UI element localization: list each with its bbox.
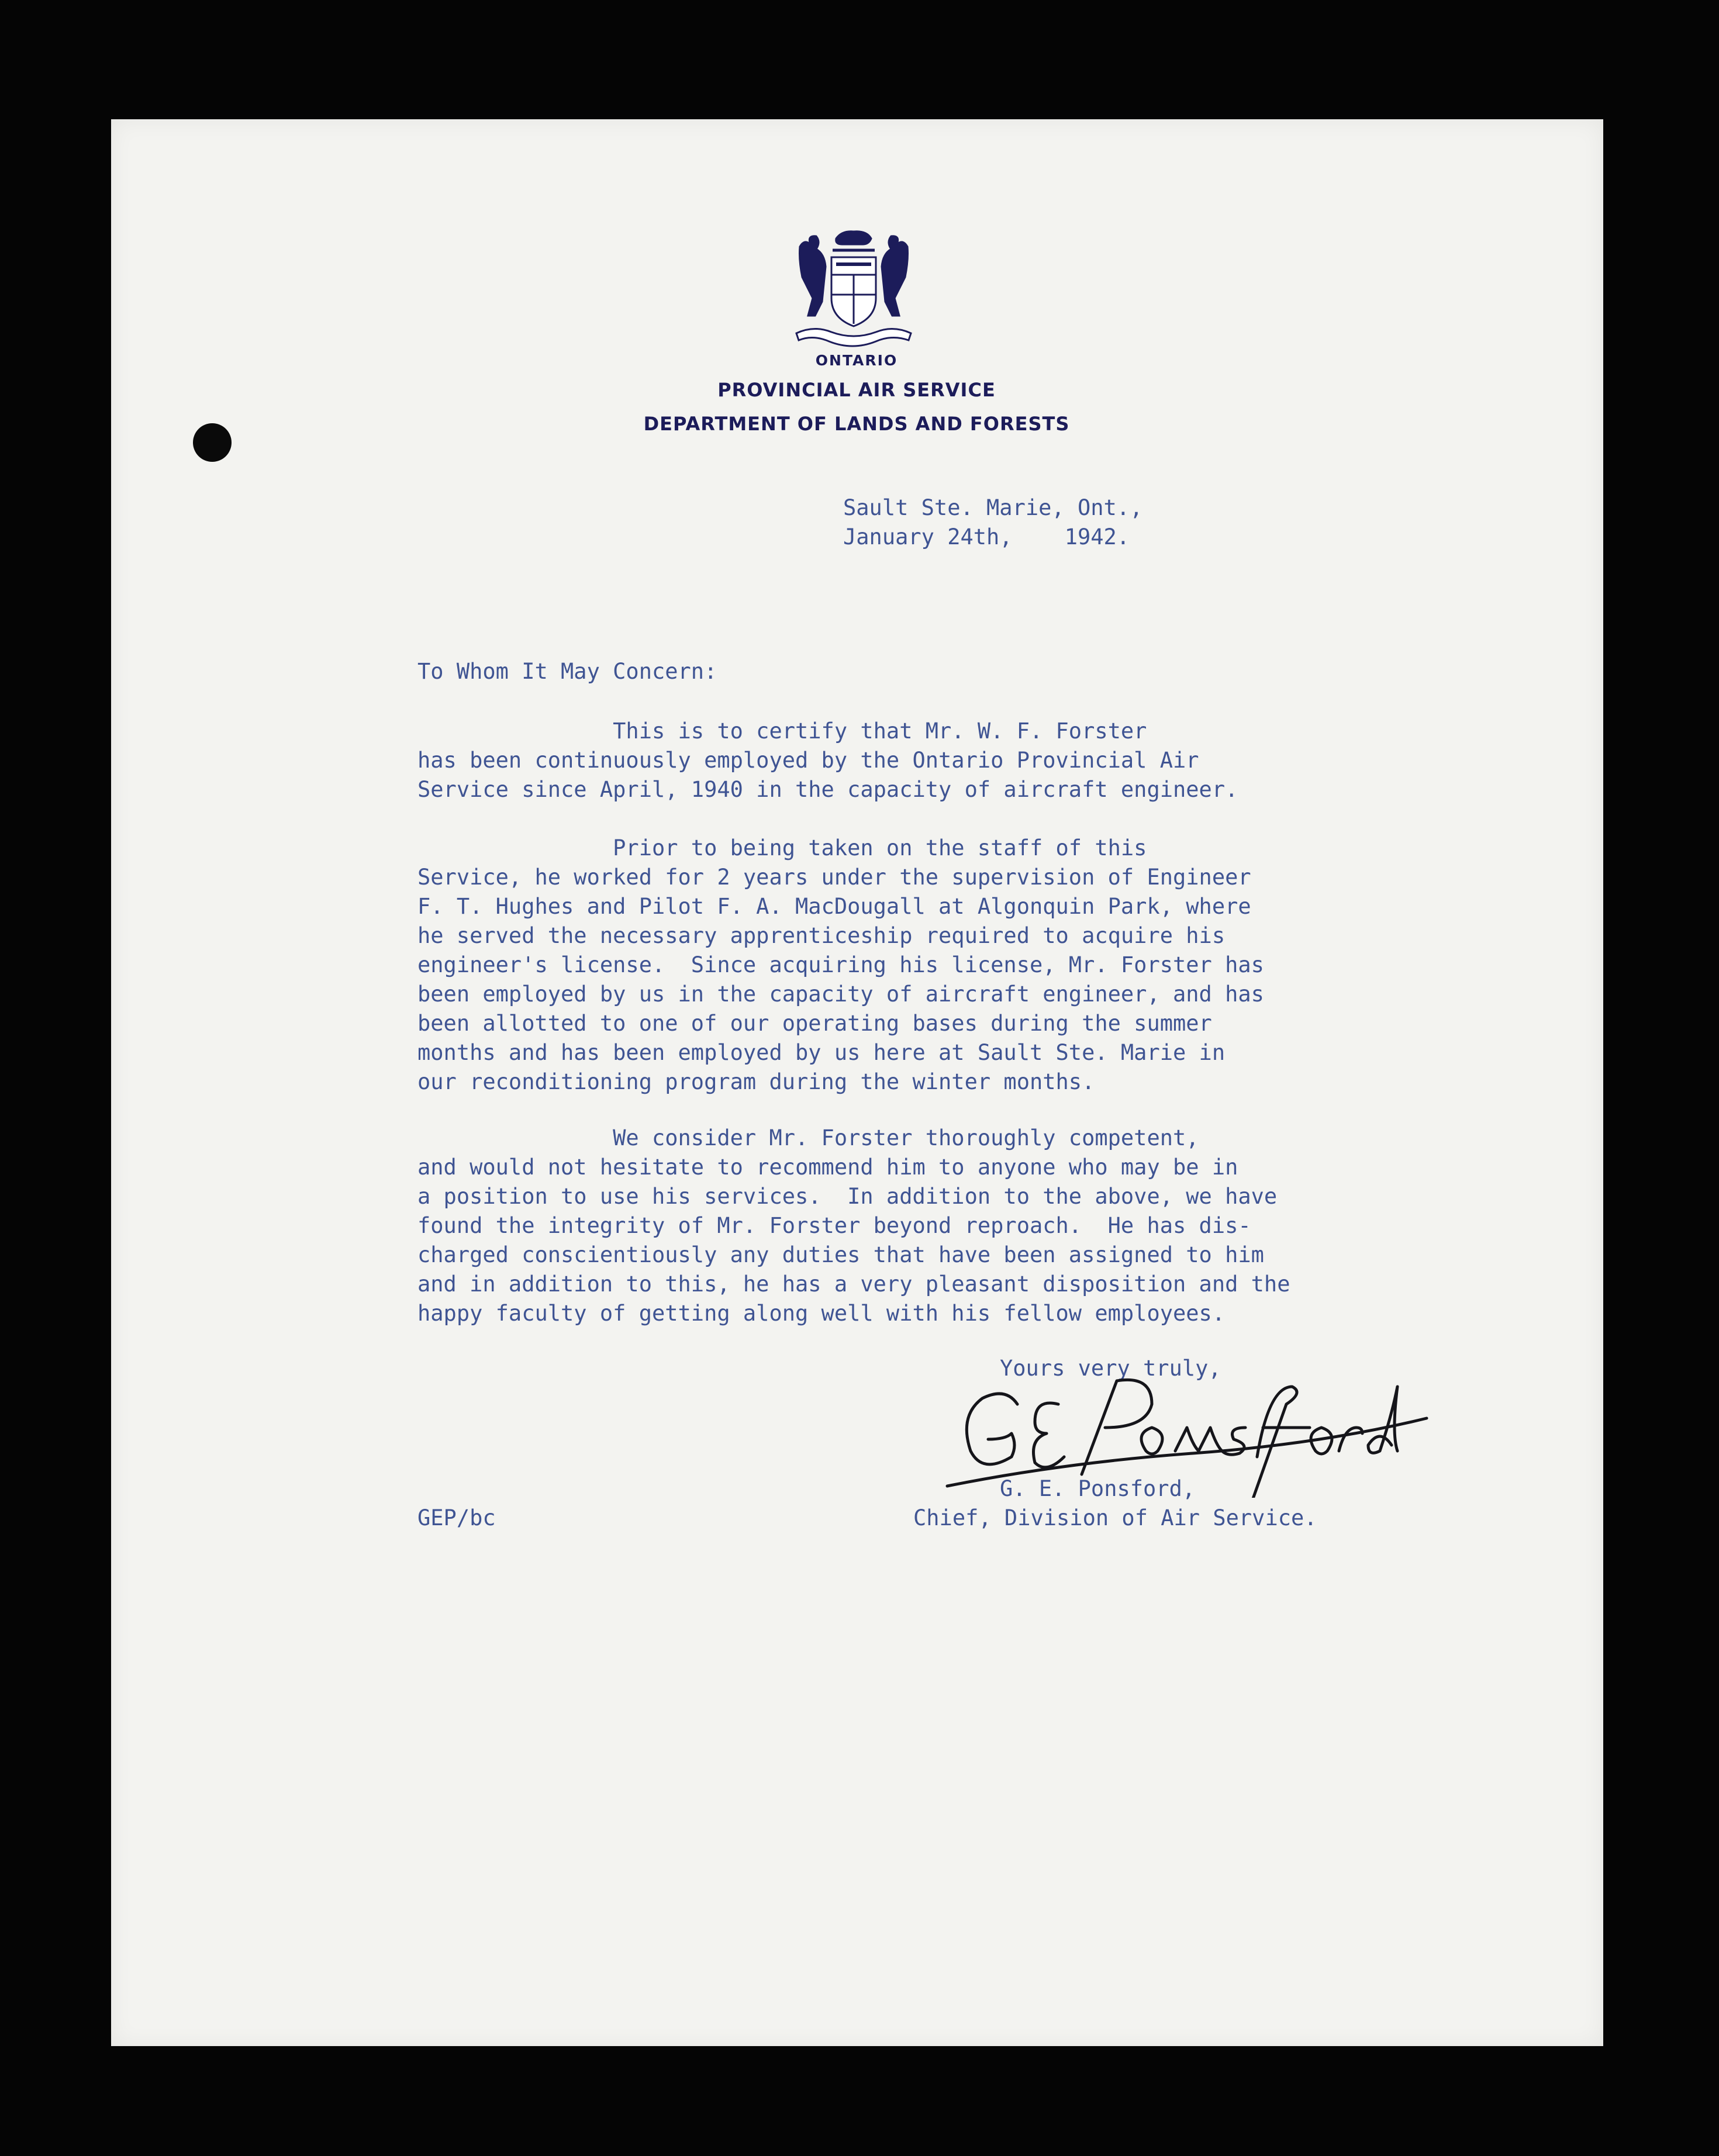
letter-page bbox=[111, 119, 1603, 2046]
signer-name: G. E. Ponsford, bbox=[1000, 1476, 1196, 1501]
letterhead-department: DEPARTMENT OF LANDS AND FORESTS bbox=[643, 413, 1070, 435]
body-paragraph: Prior to being taken on the staff of this Service, he worked for 2 years under the supervision of Engineer F. T. Hughes and Pilot F. A. MacDougall at Algonquin Park, where he served the necessary apprenticeship required to acquire his engineer's license. Since acquiring his license, Mr. Forster has been employed by us in the capacity of aircraft engineer, and has been allotted to one of our operating bases during the summer months and has been employed by us here at Sault Ste. Marie in our reconditioning program during the winter months. bbox=[417, 835, 1264, 1094]
letterhead-service: PROVINCIAL AIR SERVICE bbox=[717, 379, 996, 401]
letter-place: Sault Ste. Marie, Ont., bbox=[843, 495, 1143, 520]
body-paragraph: This is to certify that Mr. W. F. Forster has been continuously employed by the Ontario Provincial Air Service since April, 1940 in the capacity of aircraft engineer. bbox=[417, 718, 1238, 802]
signer-title: Chief, Division of Air Service. bbox=[913, 1505, 1317, 1530]
body-paragraph: We consider Mr. Forster thoroughly competent, and would not hesitate to recommend him to anyone who may be in a position to use his services. In addition to the above, we have found the integrity of Mr. Forster beyond reproach. He has dis- charged conscientiously any duties that have been assigned to him and in addition to this, he has a very pleasant disposition and the happy faculty of getting along well with his fellow employees. bbox=[417, 1125, 1290, 1326]
letter-date: January 24th, 1942. bbox=[843, 524, 1130, 550]
reference-initials: GEP/bc bbox=[417, 1505, 496, 1530]
ontario-coat-of-arms-icon bbox=[789, 227, 918, 350]
salutation: To Whom It May Concern: bbox=[417, 659, 717, 684]
valediction: Yours very truly, bbox=[1000, 1356, 1221, 1381]
punch-hole bbox=[193, 423, 232, 462]
letterhead-province: ONTARIO bbox=[815, 352, 898, 369]
